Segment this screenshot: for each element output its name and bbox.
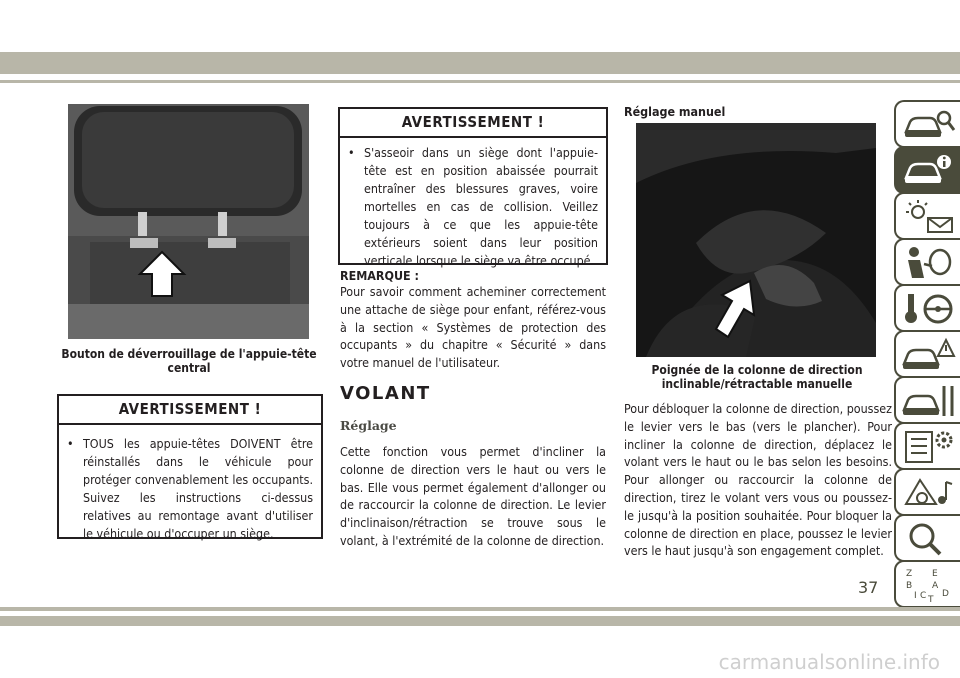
warning-light-message-icon <box>902 198 956 236</box>
index-letter: I <box>914 591 917 601</box>
warning-title: AVERTISSEMENT ! <box>401 113 545 131</box>
tab-service[interactable] <box>894 376 960 424</box>
warning-body: S'asseoir dans un siège dont l'appuie-tête est en position abaissée pourrait entraîner des blessures graves, voire mortelles en cas de collision. Veillez toujours à ce que les appuie-tête extérieurs soient dans leur position verticale lorsque le siège va être occupé. <box>364 145 598 268</box>
tab-index[interactable] <box>894 560 960 608</box>
map-music-icon <box>902 474 956 512</box>
warning-title: AVERTISSEMENT ! <box>118 400 262 418</box>
index-letter: E <box>932 569 938 579</box>
index-letter: C <box>920 591 927 601</box>
warning-box-left <box>57 394 323 539</box>
car-info-icon <box>902 152 956 190</box>
steering-lever-image <box>636 123 876 357</box>
car-tools-icon <box>902 382 956 420</box>
magnifier-icon <box>902 520 956 558</box>
remarque-label: REMARQUE : <box>340 268 419 283</box>
top-rule <box>0 80 960 83</box>
tab-specifications[interactable] <box>894 422 960 470</box>
bottom-band <box>0 616 960 626</box>
tab-car-info[interactable] <box>894 146 960 194</box>
tab-emergency[interactable] <box>894 330 960 378</box>
index-letter: Z <box>906 569 913 579</box>
alphabet-index-icon <box>902 566 956 604</box>
section-title: VOLANT <box>340 383 431 404</box>
index-letter: D <box>942 589 949 599</box>
manual-adjust-title: Réglage manuel <box>624 104 726 119</box>
page-number: 37 <box>858 578 879 597</box>
section-text: Cette fonction vous permet d'incliner la colonne de direction vers le haut ou vers le bas. Elle vous permet également d'allonger ou de raccourcir la colonne de direction. Le levier d'inclinaison/rétraction se trouve sous le volant, à l'extrémité de la colonne de direction. <box>340 444 606 548</box>
bottom-rule <box>0 607 960 611</box>
warning-box-middle <box>338 107 608 268</box>
warning-text <box>59 425 321 551</box>
manual-adjust-text: Pour débloquer la colonne de direction, poussez le levier vers le bas (vers le plancher). Pour incliner la colonne de direction, déplacez le volant vers le haut ou le bas selon les besoins. Pour allonger ou raccourcir la colonne de direction, tirez le volant vers vous ou poussez-le jusqu'à la position souhaitée. Pour bloquer la colonne de direction en place, poussez le levier vers le haut jusqu'à son engagement complet. <box>624 401 892 559</box>
tab-starting[interactable] <box>894 284 960 332</box>
caption-line: central <box>167 361 211 375</box>
bullet: • <box>348 145 355 160</box>
key-steering-wheel-icon <box>902 290 956 328</box>
warning-body: TOUS les appuie-têtes DOIVENT être réinstallés dans le véhicule pour protéger convenablement les occupants. Suivez les instructions ci-dessus relatives au remontage avant d'utiliser le véhicule ou d'occuper un siège. <box>83 436 313 541</box>
index-letter: T <box>928 595 934 604</box>
tab-car-search[interactable] <box>894 100 960 148</box>
steering-caption <box>628 363 886 391</box>
top-band <box>0 52 960 74</box>
bullet: • <box>67 436 74 451</box>
tab-warning-lights[interactable] <box>894 192 960 240</box>
car-accident-icon <box>902 336 956 374</box>
car-search-icon <box>902 106 956 144</box>
remarque-text: Pour savoir comment acheminer correctement une attache de siège pour enfant, référez-vous à la section « Systèmes de protection des occupants » du chapitre « Sécurité » dans votre manuel de l'utilisateur. <box>340 284 606 371</box>
checklist-gear-icon <box>902 428 956 466</box>
index-letter: B <box>906 581 913 591</box>
steering-column-photo <box>636 123 876 357</box>
section-subtitle: Réglage <box>340 418 397 433</box>
caption-line: inclinable/rétractable manuelle <box>661 377 853 391</box>
index-letter: A <box>932 581 939 591</box>
remarque-block <box>340 268 606 372</box>
caption-line: Poignée de la colonne de direction <box>651 363 863 377</box>
headrest-caption <box>60 347 318 375</box>
watermark: carmanualsonline.info <box>718 650 940 674</box>
warning-text <box>340 138 606 278</box>
person-airbag-icon <box>902 244 956 282</box>
caption-line: Bouton de déverrouillage de l'appuie-tête <box>61 347 317 361</box>
headrest-image <box>68 104 309 339</box>
tab-customer-help[interactable] <box>894 514 960 562</box>
tab-safety[interactable] <box>894 238 960 286</box>
tab-multimedia[interactable] <box>894 468 960 516</box>
headrest-photo <box>68 104 309 339</box>
